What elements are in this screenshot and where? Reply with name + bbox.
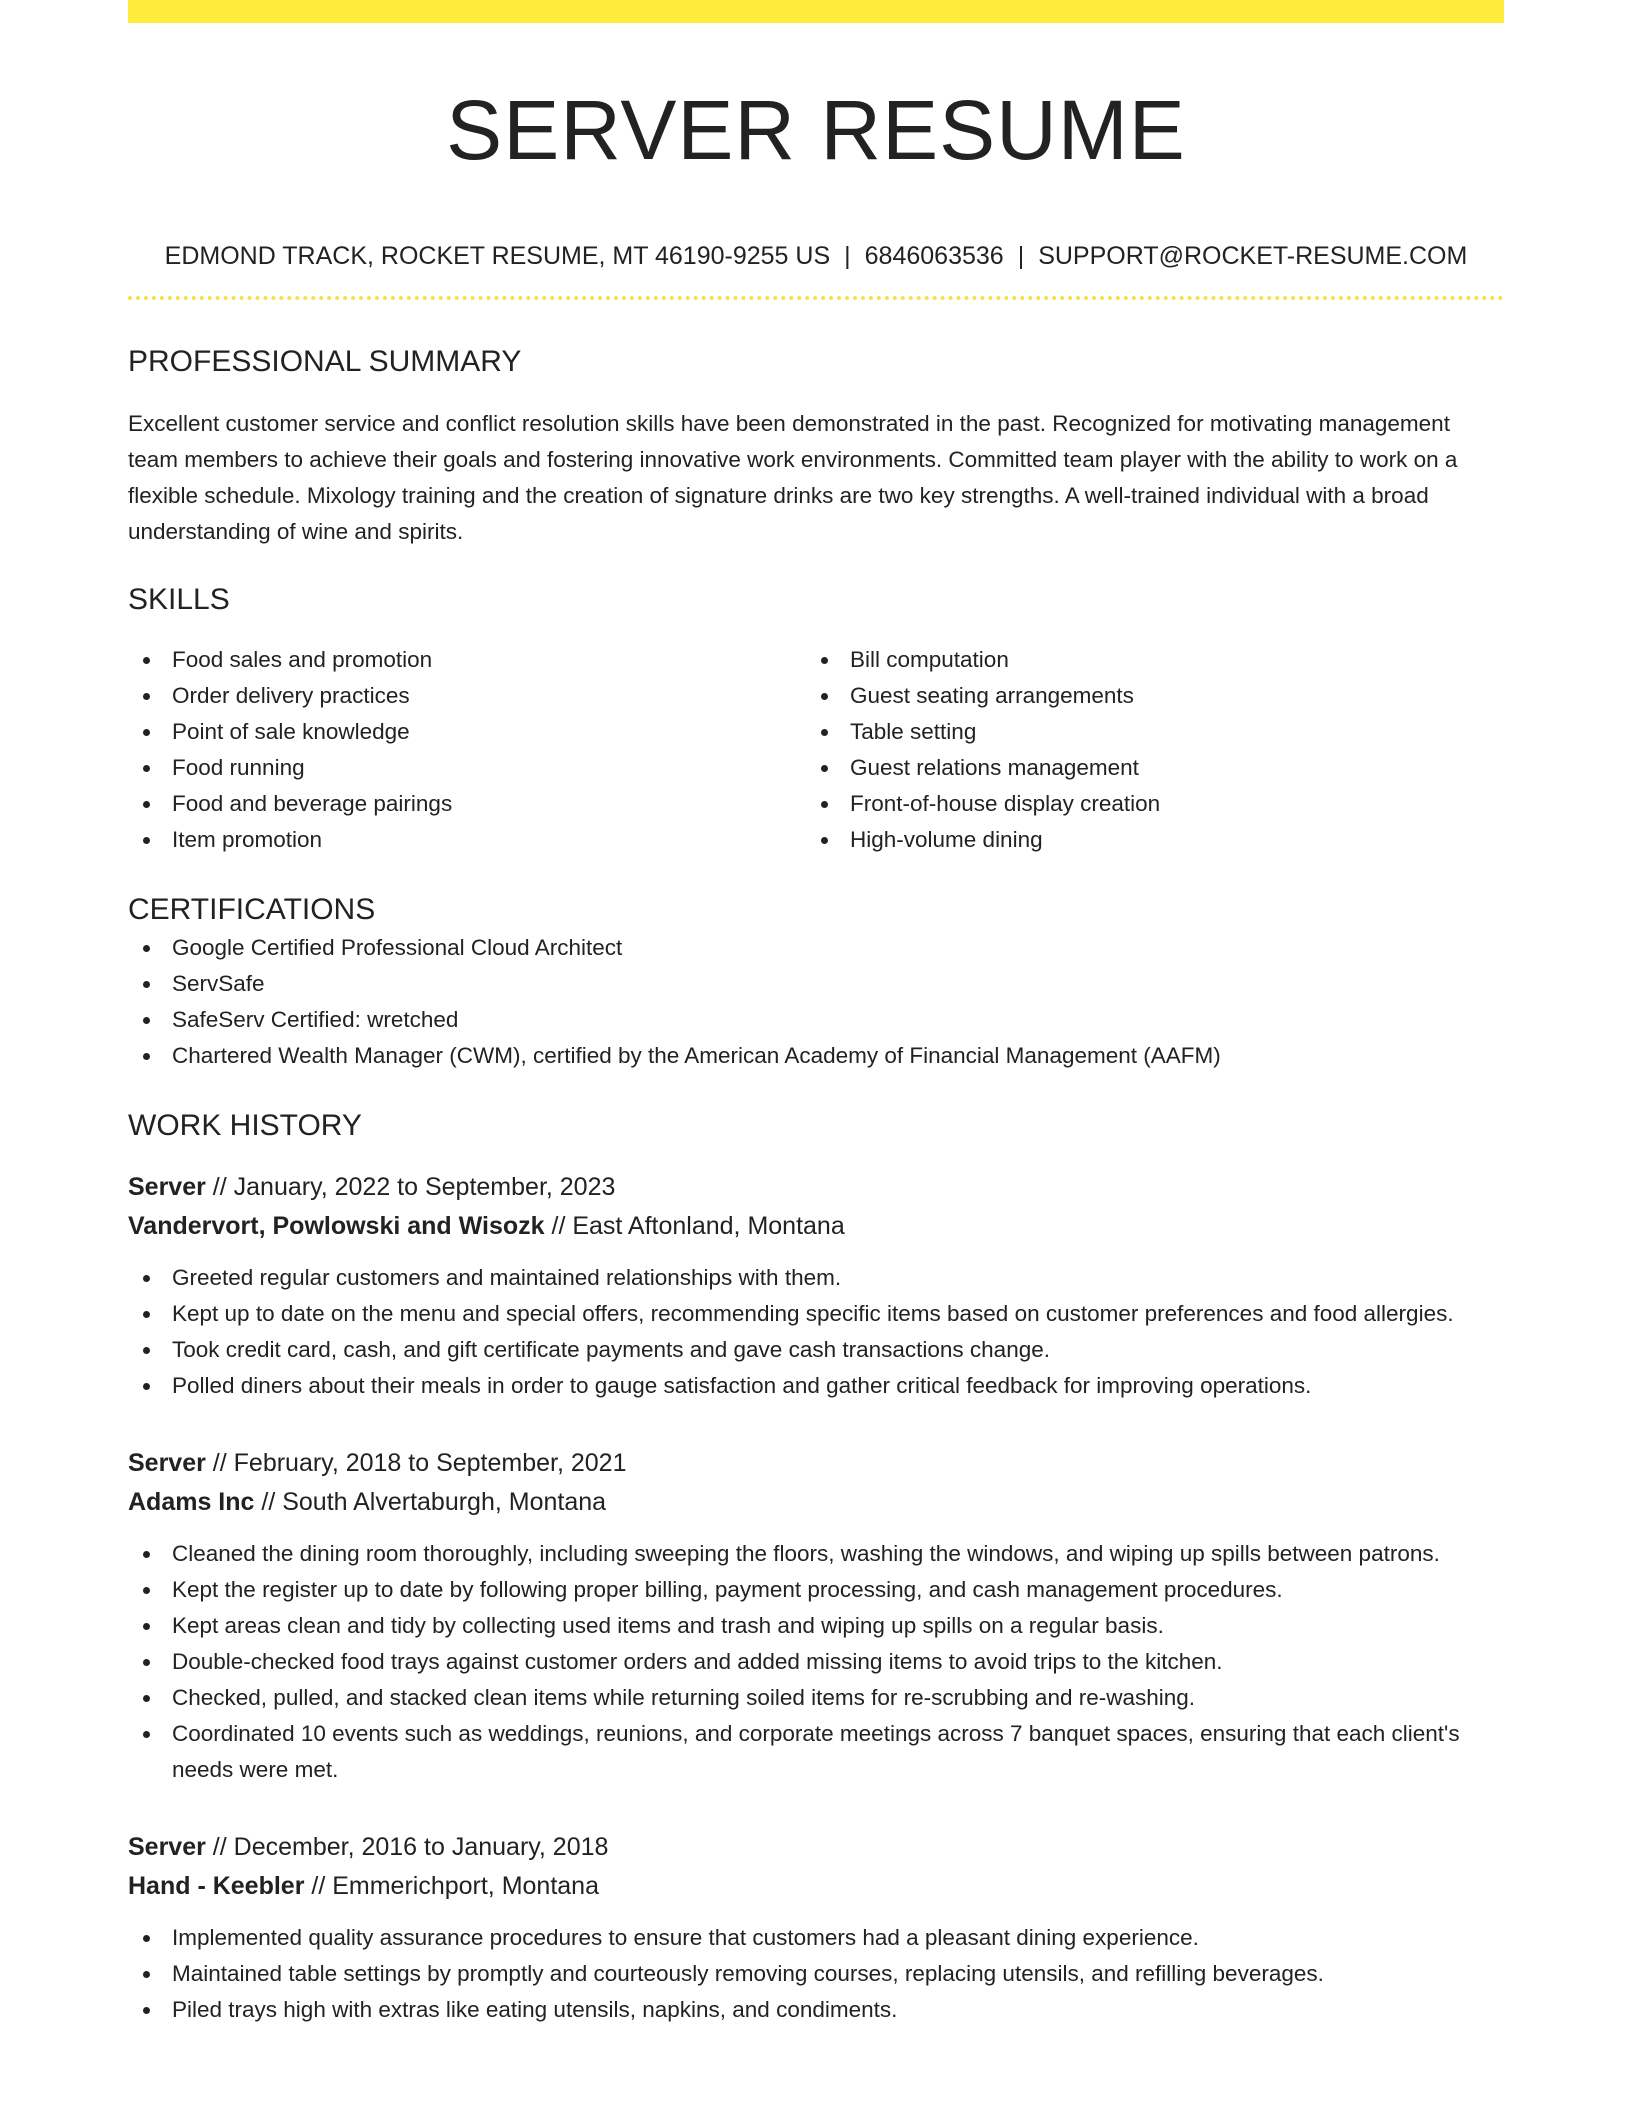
certification-item: SafeServ Certified: wretched — [128, 1002, 1504, 1038]
skill-item: Food running — [128, 750, 806, 786]
job-duty-item: Kept up to date on the menu and special offers, recommending specific items based on customer preferences and food allergies. — [128, 1296, 1504, 1332]
certification-item: Chartered Wealth Manager (CWM), certified by the American Academy of Financial Management (AAFM) — [128, 1038, 1504, 1074]
summary-text: Excellent customer service and conflict resolution skills have been demonstrated in the past. Recognized for motivating management team members to achieve their goals and fostering innovative work environments. Committed team player with the ability to work on a flexible schedule. Mixology training and the creation of signature drinks are two key strengths. A well-trained individual with a broad understanding of wine and spirits. — [128, 411, 1458, 544]
certification-item: Google Certified Professional Cloud Architect — [128, 930, 1504, 966]
skill-item: Table setting — [806, 714, 1484, 750]
job-duty-item: Coordinated 10 events such as weddings, reunions, and corporate meetings across 7 banquet spaces, ensuring that each client's needs were met. — [128, 1716, 1504, 1788]
job-location: // East Aftonland, Montana — [544, 1212, 845, 1240]
skill-item: High-volume dining — [806, 822, 1484, 858]
job-duty-item: Cleaned the dining room thoroughly, including sweeping the floors, washing the windows, and wiping up spills between patrons. — [128, 1536, 1504, 1572]
job-title: Server — [128, 1173, 206, 1201]
job-duty-item: Double-checked food trays against customer orders and added missing items to avoid trips to the kitchen. — [128, 1644, 1504, 1680]
job-duty-item: Kept the register up to date by following proper billing, payment processing, and cash management procedures. — [128, 1572, 1504, 1608]
skill-item: Point of sale knowledge — [128, 714, 806, 750]
header-divider — [128, 296, 1504, 300]
job-entry — [128, 1828, 1504, 2028]
job-duty-item: Maintained table settings by promptly and courteously removing courses, replacing utensils, and refilling beverages. — [128, 1956, 1504, 1992]
resume-title: SERVER RESUME — [446, 83, 1186, 177]
skills-columns — [128, 642, 1504, 858]
job-duty-item: Piled trays high with extras like eating utensils, napkins, and condiments. — [128, 1992, 1504, 2028]
contact-separator: | — [1017, 242, 1025, 270]
job-duty-item: Polled diners about their meals in order to gauge satisfaction and gather critical feedback for improving operations. — [128, 1368, 1504, 1404]
job-employer: Vandervort, Powlowski and Wisozk — [128, 1212, 545, 1240]
job-entry — [128, 1168, 1504, 1404]
job-duties-list — [128, 1260, 1504, 1404]
resume-page — [128, 0, 1504, 2028]
job-employer: Hand - Keebler — [128, 1872, 305, 1900]
job-duty-item: Checked, pulled, and stacked clean items while returning soiled items for re-scrubbing and re-washing. — [128, 1680, 1504, 1716]
contact-email: SUPPORT@ROCKET-RESUME.COM — [1038, 242, 1468, 270]
job-employer-line — [128, 1482, 1504, 1522]
contact-line — [128, 240, 1504, 272]
job-location: // South Alvertaburgh, Montana — [254, 1488, 607, 1516]
job-title-line — [128, 1444, 1504, 1482]
skill-item: Order delivery practices — [128, 678, 806, 714]
job-dates: // January, 2022 to September, 2023 — [205, 1173, 616, 1201]
job-duty-item: Implemented quality assurance procedures to ensure that customers had a pleasant dining experience. — [128, 1920, 1504, 1956]
job-title-line — [128, 1828, 1504, 1866]
skill-item: Item promotion — [128, 822, 806, 858]
job-duties-list — [128, 1536, 1504, 1788]
job-entry — [128, 1444, 1504, 1788]
skill-item: Guest seating arrangements — [806, 678, 1484, 714]
skills-heading: SKILLS — [128, 583, 230, 616]
certification-item: ServSafe — [128, 966, 1504, 1002]
accent-top-bar — [128, 0, 1504, 23]
skills-list-right — [806, 642, 1484, 858]
skill-item: Bill computation — [806, 642, 1484, 678]
certifications-list — [128, 930, 1504, 1074]
job-title: Server — [128, 1449, 206, 1477]
job-title: Server — [128, 1833, 206, 1861]
job-dates: // December, 2016 to January, 2018 — [205, 1833, 609, 1861]
job-dates: // February, 2018 to September, 2021 — [205, 1449, 627, 1477]
certifications-heading: CERTIFICATIONS — [128, 893, 376, 926]
skill-item: Front-of-house display creation — [806, 786, 1484, 822]
job-employer-line — [128, 1866, 1504, 1906]
contact-address: EDMOND TRACK, ROCKET RESUME, MT 46190-9255 US — [164, 242, 831, 270]
job-title-line — [128, 1168, 1504, 1206]
work-history-heading: WORK HISTORY — [128, 1109, 362, 1142]
job-duty-item: Greeted regular customers and maintained relationships with them. — [128, 1260, 1504, 1296]
job-location: // Emmerichport, Montana — [304, 1872, 599, 1900]
skills-list-left — [128, 642, 806, 858]
skill-item: Guest relations management — [806, 750, 1484, 786]
job-duty-item: Took credit card, cash, and gift certificate payments and gave cash transactions change. — [128, 1332, 1504, 1368]
skill-item: Food and beverage pairings — [128, 786, 806, 822]
job-duties-list — [128, 1920, 1504, 2028]
job-duty-item: Kept areas clean and tidy by collecting used items and trash and wiping up spills on a regular basis. — [128, 1608, 1504, 1644]
job-employer: Adams Inc — [128, 1488, 255, 1516]
contact-phone: 6846063536 — [864, 242, 1004, 270]
job-employer-line — [128, 1206, 1504, 1246]
summary-heading: PROFESSIONAL SUMMARY — [128, 345, 522, 378]
contact-separator: | — [844, 242, 851, 270]
skill-item: Food sales and promotion — [128, 642, 806, 678]
